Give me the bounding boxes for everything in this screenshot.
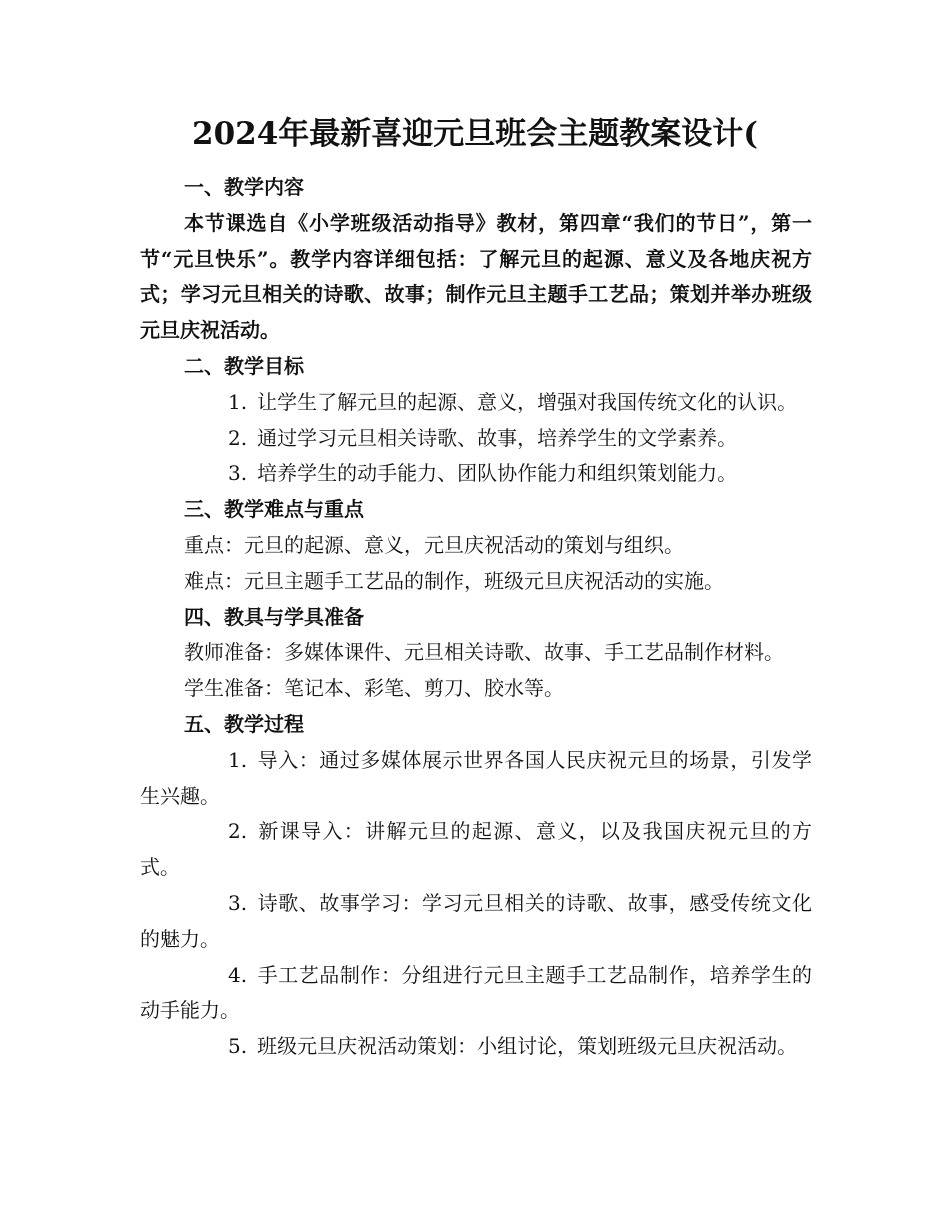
process-item [140, 1029, 812, 1065]
document-title: 2024年最新喜迎元旦班会主题教案设计( [192, 116, 758, 152]
item-text: 班级元旦庆祝活动策划：小组讨论，策划班级元旦庆祝活动。 [257, 1034, 798, 1059]
key-point-text: 重点：元旦的起源、意义，元旦庆祝活动的策划与组织。 [184, 532, 684, 557]
objective-item [140, 456, 812, 492]
process-item [140, 743, 812, 815]
item-text: 手工艺品制作：分组进行元旦主题手工艺品制作，培养学生的动手能力。 [140, 962, 812, 1023]
item-number: 2. [228, 819, 248, 844]
teacher-materials-text: 教师准备：多媒体课件、元旦相关诗歌、故事、手工艺品制作材料。 [184, 640, 784, 665]
section-heading-process: 五、教学过程 [184, 711, 304, 736]
section-heading-key-points: 三、教学难点与重点 [184, 497, 364, 522]
item-text: 培养学生的动手能力、团队协作能力和组织策划能力。 [257, 461, 738, 486]
section-heading-objectives: 二、教学目标 [184, 353, 304, 378]
objective-item [140, 385, 812, 421]
item-number: 1. [228, 747, 248, 772]
item-text: 通过学习元旦相关诗歌、故事，培养学生的文学素养。 [257, 425, 738, 450]
item-number: 5. [228, 1034, 248, 1059]
content-paragraph: 本节课选自《小学班级活动指导》教材，第四章“我们的节日”，第一节“元旦快乐”。教学内容详细包括：了解元旦的起源、意义及各地庆祝方式；学习元旦相关的诗歌、故事；制作元旦主题手工艺品；策划并举办班级元旦庆祝活动。 [140, 210, 812, 343]
student-materials-text: 学生准备：笔记本、彩笔、剪刀、胶水等。 [184, 676, 564, 701]
process-item [140, 958, 812, 1030]
item-text: 新课导入：讲解元旦的起源、意义，以及我国庆祝元旦的方式。 [140, 819, 812, 880]
item-text: 让学生了解元旦的起源、意义，增强对我国传统文化的认识。 [257, 389, 798, 414]
difficult-point-text: 难点：元旦主题手工艺品的制作，班级元旦庆祝活动的实施。 [184, 568, 724, 593]
item-number: 1. [228, 389, 248, 414]
objective-item [140, 421, 812, 457]
item-number: 3. [228, 890, 248, 915]
item-number: 4. [228, 962, 248, 987]
process-item [140, 814, 812, 886]
item-text: 诗歌、故事学习：学习元旦相关的诗歌、故事，感受传统文化的魅力。 [140, 890, 812, 951]
document-body [140, 170, 812, 1065]
section-heading-materials: 四、教具与学具准备 [184, 604, 364, 629]
item-number: 2. [228, 425, 248, 450]
process-item [140, 886, 812, 958]
section-heading-content: 一、教学内容 [184, 175, 304, 199]
item-number: 3. [228, 461, 248, 486]
item-text: 导入：通过多媒体展示世界各国人民庆祝元旦的场景，引发学生兴趣。 [140, 747, 812, 808]
